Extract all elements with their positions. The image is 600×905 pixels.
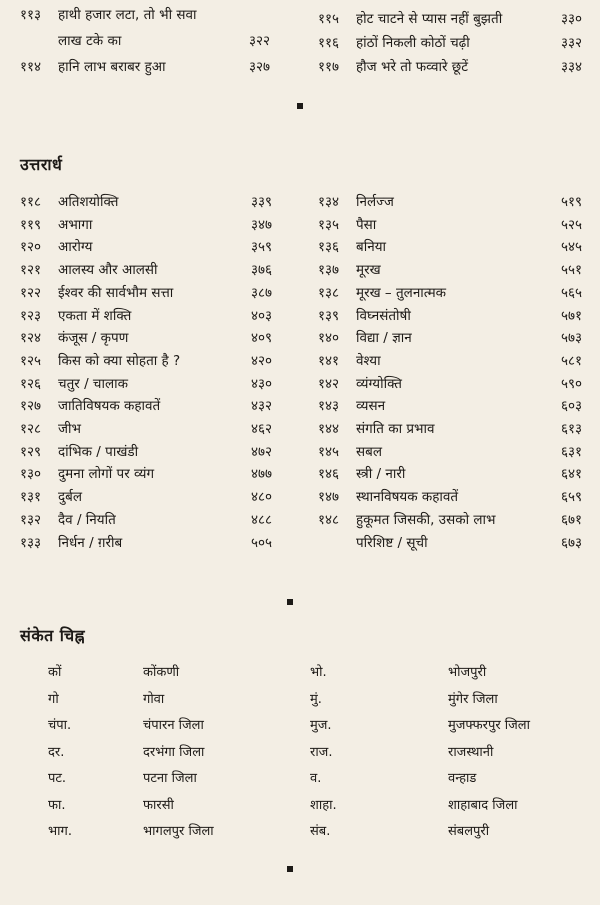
entry-page: ४८८	[250, 511, 272, 528]
entry-number: १२८	[20, 421, 42, 437]
entry-title: परिशिष्ट / सूची	[356, 534, 428, 551]
abbreviation-meaning: मुजफ्फरपुर जिला	[448, 718, 530, 733]
entry-title: एकता में शक्ति	[58, 307, 132, 324]
entry-number: १४४	[318, 421, 340, 437]
entry-page: ५२५	[560, 216, 582, 233]
entry-page: ६४१	[560, 466, 582, 483]
entry-title: दांभिक / पाखंडी	[58, 443, 139, 460]
entry-number: ११३	[20, 7, 42, 23]
entry-page: ५६५	[560, 284, 582, 301]
abbreviation-meaning: फारसी	[143, 797, 174, 813]
entry-page: ३३०	[560, 11, 582, 27]
entry-title: स्थानविषयक कहावतें	[356, 489, 459, 506]
entry-number: १२३	[20, 307, 42, 324]
section-heading-sanket: संकेत चिह्न	[20, 626, 86, 645]
entry-page: ४०३	[250, 307, 272, 324]
entry-title: जातिविषयक कहावतें	[58, 398, 161, 415]
entry-title: लाख टके का	[58, 33, 122, 49]
entry-title: हांठों निकली कोठों चढ़ी	[356, 35, 470, 51]
abbreviation-meaning: शाहाबाद जिला	[448, 797, 518, 813]
entry-title: पैसा	[356, 216, 377, 233]
entry-title: मूरख – तुलनात्मक	[356, 284, 447, 301]
entry-page: ४८०	[250, 489, 272, 506]
entry-number: ११७	[318, 59, 340, 75]
entry-title: हौज भरे तो फव्वारे छूटें	[356, 59, 469, 75]
abbreviation: शाहा.	[310, 797, 337, 813]
entry-title: हानि लाभ बराबर हुआ	[58, 59, 166, 75]
entry-title: स्त्री / नारी	[356, 466, 406, 483]
entry-page: ४३२	[250, 398, 272, 415]
entry-number: १४६	[318, 466, 340, 483]
entry-number: १३४	[318, 194, 340, 210]
entry-page: ३३४	[560, 59, 582, 75]
entry-number: १३६	[318, 239, 340, 256]
entry-page: ४७२	[250, 443, 272, 460]
entry-title: होट चाटने से प्यास नहीं बुझती	[356, 11, 503, 27]
entry-number: १२४	[20, 330, 42, 347]
abbreviation-meaning: भोजपुरी	[448, 665, 487, 680]
entry-page: ४७७	[250, 466, 272, 483]
entry-number: १३०	[20, 466, 42, 483]
entry-number: ११९	[20, 216, 42, 233]
entry-page: ५०५	[250, 534, 272, 551]
entry-page: ६७३	[560, 534, 582, 551]
entry-number: १४७	[318, 489, 340, 506]
entry-number: ११४	[20, 59, 42, 75]
entry-title: अतिशयोक्ति	[58, 194, 119, 210]
entry-title: किस को क्या सोहता है ?	[58, 352, 181, 369]
entry-number: १३५	[318, 216, 340, 233]
entry-title: संगति का प्रभाव	[356, 421, 435, 437]
entry-title: आलस्य और आलसी	[58, 262, 158, 279]
entry-page: ६७१	[560, 511, 582, 528]
entry-page: ६०३	[560, 398, 582, 415]
entry-number: १३७	[318, 262, 340, 279]
entry-page: ३५९	[250, 239, 272, 256]
entry-number: १३९	[318, 307, 340, 324]
entry-page: ४०९	[250, 330, 272, 347]
entry-number: १२७	[20, 398, 42, 415]
entry-title: निर्लज्ज	[356, 194, 394, 210]
entry-number: १३२	[20, 511, 42, 528]
abbreviation: पट.	[48, 771, 67, 786]
entry-number: १३१	[20, 489, 42, 506]
entry-page: ४६२	[250, 421, 272, 437]
entry-title: व्यसन	[356, 398, 386, 415]
entry-number: ११५	[318, 11, 340, 27]
entry-number: १४२	[318, 375, 340, 392]
entry-number: १२९	[20, 443, 42, 460]
entry-number: ११८	[20, 194, 42, 210]
entry-title: विघ्नसंतोषी	[356, 307, 411, 324]
abbreviation-meaning: मुंगेर जिला	[448, 691, 498, 707]
entry-number: १२१	[20, 262, 42, 279]
entry-title: दैव / नियति	[58, 511, 116, 528]
entry-page: ५७१	[560, 307, 582, 324]
abbreviation: गो	[48, 691, 59, 707]
abbreviation: भाग.	[48, 824, 72, 839]
entry-title: चतुर / चालाक	[58, 375, 129, 392]
entry-number: १४१	[318, 352, 340, 369]
abbreviation: राज.	[310, 744, 333, 760]
entry-title: दुमना लोगों पर व्यंग	[58, 466, 155, 483]
entry-page: ३८७	[250, 284, 272, 301]
entry-title: हुकूमत जिसकी, उसको लाभ	[356, 511, 496, 528]
abbreviation-meaning: गोवा	[143, 691, 165, 707]
entry-page: ५७३	[560, 330, 582, 347]
entry-number: १४८	[318, 511, 340, 528]
entry-title: विद्या / ज्ञान	[356, 330, 412, 347]
entry-page: ३४७	[250, 216, 272, 233]
entry-page: ६१३	[560, 421, 582, 437]
entry-page: ३२७	[248, 59, 270, 75]
entry-title: वेश्या	[356, 352, 381, 369]
entry-number: ११६	[318, 35, 340, 51]
entry-page: ५५१	[560, 262, 582, 279]
entry-title: मूरख	[356, 262, 381, 279]
abbreviation: फा.	[48, 797, 66, 813]
entry-title: अभागा	[58, 216, 93, 233]
abbreviation: दर.	[48, 744, 65, 760]
abbreviation: व.	[310, 771, 322, 786]
entry-number: १३८	[318, 284, 340, 301]
entry-page: ३२२	[248, 33, 270, 49]
abbreviation: संब.	[310, 824, 331, 839]
abbreviation: कों	[48, 665, 62, 680]
entry-title: निर्धन / ग़रीब	[58, 534, 123, 551]
entry-page: ४३०	[250, 375, 272, 392]
entry-page: ५९०	[560, 375, 582, 392]
section-heading-uttarardh: उत्तरार्ध	[20, 155, 63, 174]
entry-number: १४५	[318, 443, 340, 460]
section-separator	[287, 599, 293, 605]
entry-page: ५४५	[560, 239, 582, 256]
abbreviation: मुं.	[310, 691, 322, 707]
entry-number: १२६	[20, 375, 42, 392]
abbreviation: चंपा.	[48, 718, 72, 733]
entry-number: १२५	[20, 352, 42, 369]
entry-number: १२०	[20, 239, 42, 256]
abbreviation-meaning: भागलपुर जिला	[143, 824, 214, 839]
abbreviation-meaning: राजस्थानी	[448, 744, 494, 760]
entry-page: ३३९	[250, 194, 272, 210]
entry-title: बनिया	[356, 239, 387, 256]
entry-title: हाथी हजार लटा, तो भी सवा	[58, 7, 197, 23]
abbreviation-meaning: कोंकणी	[143, 665, 180, 680]
entry-page: ५१९	[560, 194, 582, 210]
entry-title: जीभ	[58, 421, 82, 437]
entry-title: ईश्वर की सार्वभौम सत्ता	[58, 284, 174, 301]
entry-number: १३३	[20, 534, 42, 551]
entry-page: ३७६	[250, 262, 272, 279]
entry-number: १४३	[318, 398, 340, 415]
entry-number: १२२	[20, 284, 42, 301]
entry-page: ६३१	[560, 443, 582, 460]
entry-page: ४२०	[250, 352, 272, 369]
section-separator	[297, 103, 303, 109]
entry-page: ५८१	[560, 352, 582, 369]
entry-title: दुर्बल	[58, 489, 83, 506]
entry-title: कंजूस / कृपण	[58, 330, 129, 347]
entry-title: सबल	[356, 443, 382, 460]
abbreviation-meaning: वन्हाड	[448, 771, 477, 786]
entry-page: ६५९	[560, 489, 582, 506]
abbreviation-meaning: चंपारन जिला	[143, 718, 204, 733]
abbreviation-meaning: दरभंगा जिला	[143, 744, 205, 760]
abbreviation-meaning: पटना जिला	[143, 771, 197, 786]
abbreviation: मुज.	[310, 718, 332, 733]
entry-number: १४०	[318, 330, 340, 347]
abbreviation-meaning: संबलपुरी	[448, 824, 490, 839]
entry-page: ३३२	[560, 35, 582, 51]
entry-title: व्यंग्योक्ति	[356, 375, 402, 392]
abbreviation: भो.	[310, 665, 327, 680]
entry-title: आरोग्य	[58, 239, 93, 256]
section-separator	[287, 866, 293, 872]
